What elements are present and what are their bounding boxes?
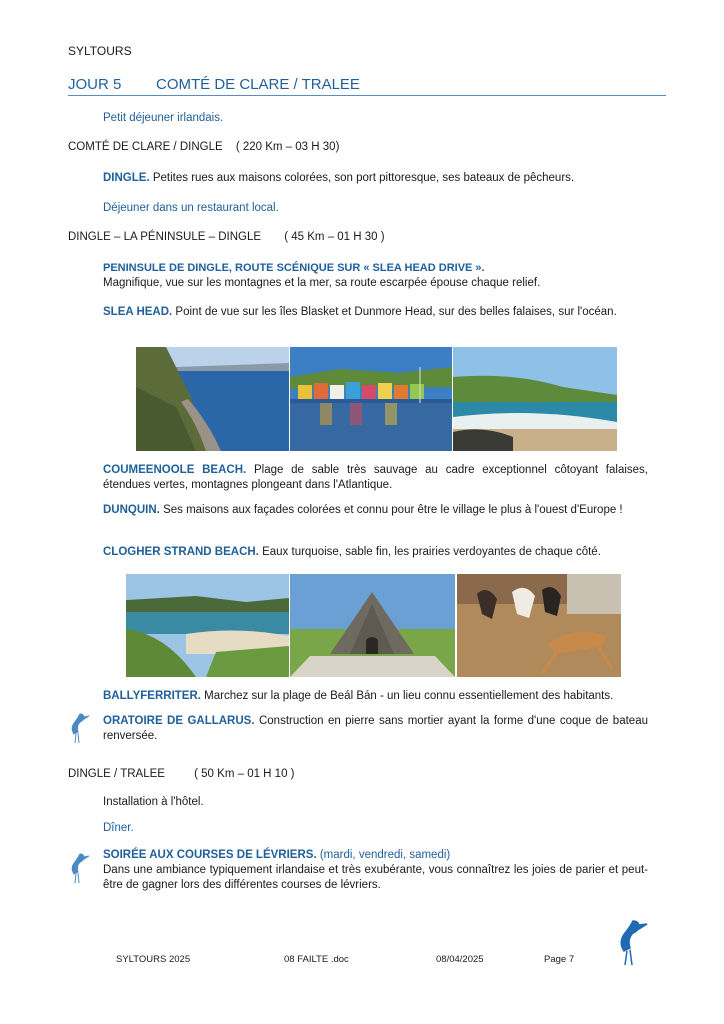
- item-text: Construction en pierre sans mortier ayant la forme d'une coque de bateau renversée.: [103, 715, 648, 742]
- greyhound-item: [103, 848, 648, 893]
- item-name: ORATOIRE DE GALLARUS.: [103, 715, 255, 727]
- footer-date: 08/04/2025: [436, 954, 484, 965]
- item-name: CLOGHER STRAND BEACH.: [103, 546, 259, 558]
- item-name: DINGLE.: [103, 172, 150, 184]
- lunch-note: Déjeuner dans un restaurant local.: [103, 202, 279, 214]
- item-text: Ses maisons aux façades colorées et connu pour être le village le plus à l'ouest d'Europe !: [159, 504, 623, 516]
- slea-head-item: [103, 305, 648, 320]
- coumeenoole-item: [103, 463, 648, 493]
- hotel-note: Installation à l'hôtel.: [103, 796, 204, 808]
- footer-company: SYLTOURS 2025: [116, 954, 191, 965]
- route-clare-dingle: [68, 141, 339, 153]
- peninsula-item: [103, 261, 648, 291]
- item-name: COUMEENOOLE BEACH.: [103, 464, 247, 476]
- ballyferriter-item: [103, 689, 648, 704]
- dinner-note: Dîner.: [103, 822, 134, 834]
- footer-file: 08 FAILTE .doc: [284, 954, 349, 965]
- item-text: Magnifique, vue sur les montagnes et la mer, sa route escarpée épouse chaque relief.: [103, 277, 541, 289]
- gallarus-item: [103, 714, 648, 744]
- item-text: Eaux turquoise, sable fin, les prairies verdoyantes de chaque côté.: [258, 546, 601, 558]
- item-text: Dans une ambiance typiquement irlandaise et très exubérante, vous connaîtrez les joies de parier et peut-être de gagner lors des différentes courses de lévriers.: [103, 864, 648, 891]
- item-name: DUNQUIN.: [103, 504, 160, 516]
- route-label: COMTÉ DE CLARE / DINGLE: [68, 141, 223, 153]
- route-label: DINGLE – LA PÉNINSULE – DINGLE: [68, 231, 262, 243]
- photo-greyhound-race: [457, 574, 621, 677]
- photo-dingle-harbour: [290, 347, 452, 451]
- dunquin-item: [103, 503, 648, 518]
- footer-page: Page 7: [544, 954, 575, 965]
- heron-icon: [66, 712, 90, 744]
- route-peninsula: [68, 231, 385, 243]
- company-name: SYLTOURS: [68, 44, 132, 58]
- photo-gallarus-oratory: [290, 574, 455, 677]
- breakfast-note: Petit déjeuner irlandais.: [103, 112, 224, 124]
- heron-icon: [66, 852, 90, 884]
- photo-clogher-beach: [126, 574, 289, 677]
- dingle-item: [103, 171, 648, 186]
- item-text: Petites rues aux maisons colorées, son port pittoresque, ses bateaux de pêcheurs.: [149, 172, 575, 184]
- day-number: JOUR 5: [68, 76, 122, 93]
- route-distance: ( 220 Km – 03 H 30): [235, 141, 340, 153]
- day-title: COMTÉ DE CLARE / TRALEE: [156, 76, 360, 93]
- clogher-item: [103, 545, 648, 560]
- item-text: Point de vue sur les îles Blasket et Dunmore Head, sur des belles falaises, sur l'océan.: [172, 306, 617, 318]
- day-heading: [68, 76, 666, 96]
- route-distance: ( 45 Km – 01 H 30 ): [284, 231, 385, 243]
- item-name: PENINSULE DE DINGLE, ROUTE SCÉNIQUE SUR « SLEA HEAD DRIVE ».: [103, 262, 485, 274]
- item-days: (mardi, vendredi, samedi): [316, 849, 451, 861]
- item-text: Marchez sur la plage de Beál Bán - un lieu connu essentiellement des habitants.: [200, 690, 614, 702]
- photo-coastline-beach: [453, 347, 617, 451]
- item-name: SOIRÉE AUX COURSES DE LÉVRIERS.: [103, 849, 317, 861]
- item-name: BALLYFERRITER.: [103, 690, 201, 702]
- item-name: SLEA HEAD.: [103, 306, 173, 318]
- heron-logo-icon: [612, 918, 648, 966]
- route-distance: ( 50 Km – 01 H 10 ): [194, 768, 295, 780]
- route-dingle-tralee: [68, 768, 295, 780]
- route-label: DINGLE / TRALEE: [68, 768, 165, 780]
- item-text: Plage de sable très sauvage au cadre exceptionnel côtoyant falaises, étendues vertes, montagnes plongeant dans l'Atlantique.: [103, 464, 648, 491]
- photo-slea-head-road: [136, 347, 289, 451]
